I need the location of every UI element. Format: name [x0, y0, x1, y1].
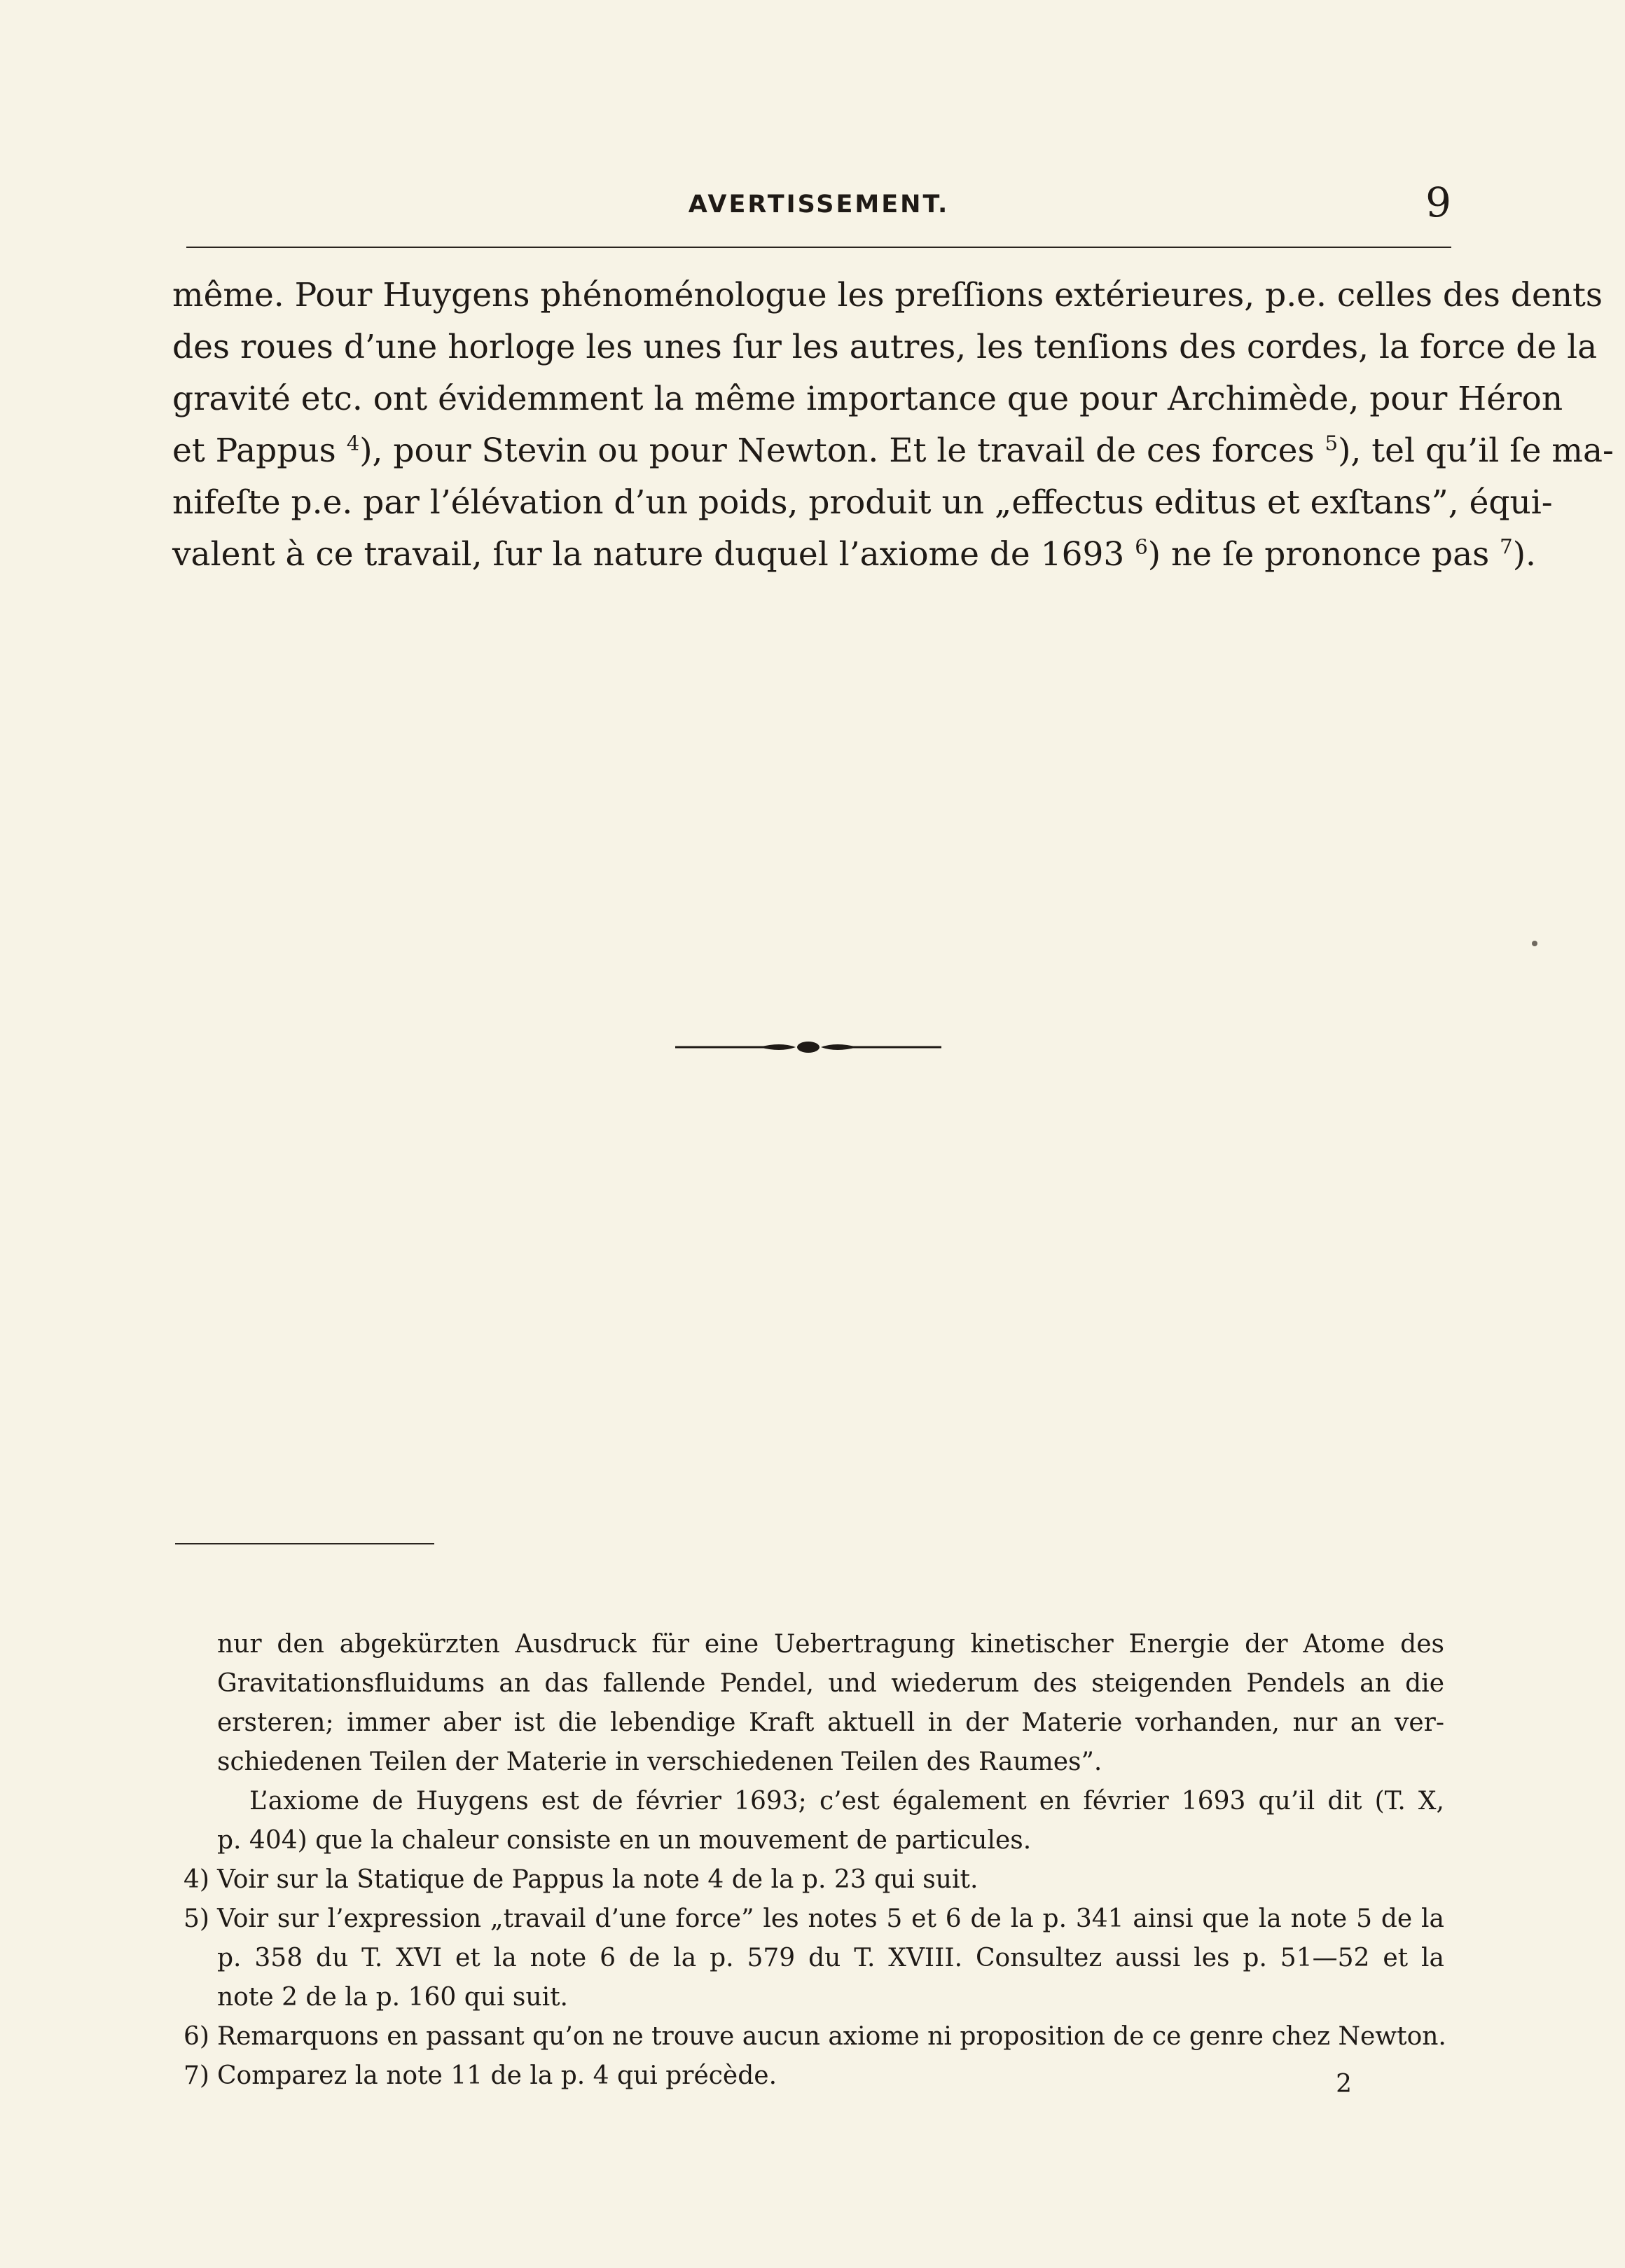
- footnote-rule: [175, 1543, 434, 1544]
- running-head: [186, 179, 1451, 238]
- body-line-3: gravité etc. ont évidemment la même importance que pour Archimède, pour Héron: [172, 380, 1563, 418]
- footnote-5-line-2: p. 358 du T. XVI et la note 6 de la p. 579 du T. XVIII. Consultez aussi les p. 51—52 et la: [217, 1944, 1444, 1972]
- body-line-6-part-c: ).: [1512, 535, 1536, 574]
- footnote-4-mark: 4): [184, 1865, 209, 1894]
- body-line-6: [172, 529, 1536, 581]
- body-line-4-part-c: ), tel qu’il ſe ma-: [1338, 431, 1614, 470]
- footnote-7: [172, 2056, 1444, 2096]
- body-line-5: nifeſte p.e. par l’élévation d’un poids, produit un „effectus editus et exſtans”, équi-: [172, 483, 1553, 522]
- footnote-ref-5: 5: [1325, 431, 1339, 455]
- footnote-continuation-1: nur den abgekürzten Ausdruck für eine Uebertragung kinetischer Energie der Atome des: [217, 1630, 1444, 1659]
- footnote-7-line-1: Comparez la note 11 de la p. 4 qui précède.: [217, 2061, 777, 2090]
- footnote-4: [172, 1860, 1444, 1900]
- page-number: 9: [1425, 179, 1451, 226]
- body-line-4-part-a: et Pappus: [172, 431, 347, 470]
- running-head-title: AVERTISSEMENT.: [688, 191, 950, 219]
- body-line-6-part-b: ) ne ſe prononce pas: [1147, 535, 1500, 574]
- footnote-continuation-2: Gravitationsfluidums an das fallende Pendel, und wiederum des steigenden Pendels an die: [217, 1669, 1444, 1698]
- footnote-para2-1: L’axiome de Huygens est de février 1693; c’est également en février 1693 qu’il dit (T. X,: [249, 1787, 1444, 1816]
- body-line-4-part-b: ), pour Stevin ou pour Newton. Et le travail de ces forces: [359, 431, 1325, 470]
- footnote-7-mark: 7): [184, 2061, 209, 2090]
- footnote-para2-2: p. 404) que la chaleur consiste en un mouvement de particules.: [217, 1826, 1032, 1855]
- footnote-5: [172, 1900, 1444, 2017]
- footnote-6-line-1: Remarquons en passant qu’on ne trouve aucun axiome ni proposition de ce genre chez Newton.: [217, 2022, 1446, 2051]
- ornament-divider: [675, 1039, 941, 1056]
- footnote-continuation-3: ersteren; immer aber ist die lebendige Kraft aktuell in der Materie vorhanden, nur an ver-: [217, 1708, 1444, 1737]
- footnote-5-mark: 5): [184, 1904, 209, 1933]
- body-line-1: même. Pour Huygens phénoménologue les preſſions extérieures, p.e. celles des dents: [172, 276, 1603, 314]
- footnote-continuation-4: schiedenen Teilen der Materie in verschiedenen Teilen des Raumes”.: [217, 1748, 1102, 1776]
- footnote-ref-6: 6: [1135, 534, 1148, 559]
- signature-mark: 2: [1336, 2070, 1352, 2098]
- paper-speck: [1532, 941, 1537, 946]
- footnote-5-line-1: Voir sur l’expression „travail d’une force” les notes 5 et 6 de la p. 341 ainsi que la note 5 de la: [217, 1904, 1444, 1933]
- footnote-4-line-1: Voir sur la Statique de Pappus la note 4 de la p. 23 qui suit.: [217, 1865, 979, 1894]
- footnote-5-line-3: note 2 de la p. 160 qui suit.: [217, 1983, 568, 2012]
- ornament-left-leaf: [759, 1044, 796, 1050]
- body-line-6-part-a: valent à ce travail, ſur la nature duquel l’axiome de 1693: [172, 535, 1135, 574]
- footnotes: [172, 1625, 1444, 2096]
- body-line-4: [172, 425, 1614, 477]
- body-text: [172, 270, 1614, 581]
- footnote-ref-7: 7: [1500, 534, 1513, 559]
- body-line-2: des roues d’une horloge les unes ſur les autres, les tenſions des cordes, la force de la: [172, 328, 1598, 366]
- header-rule: [186, 247, 1451, 248]
- footnote-6-mark: 6): [184, 2022, 209, 2051]
- footnote-ref-4: 4: [346, 431, 360, 455]
- ornament-center: [797, 1042, 820, 1053]
- footnote-6: [172, 2017, 1444, 2056]
